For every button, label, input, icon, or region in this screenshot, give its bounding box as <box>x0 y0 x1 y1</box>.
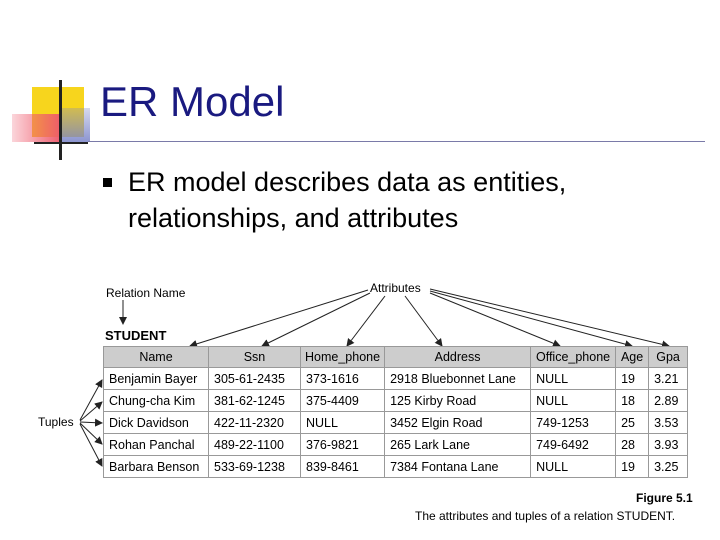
table-cell: 533-69-1238 <box>209 456 301 478</box>
column-header: Home_phone <box>301 347 385 368</box>
student-relation-table <box>103 346 688 478</box>
figure-number: Figure 5.1 <box>636 491 693 505</box>
relation-name: STUDENT <box>105 328 167 343</box>
column-header: Name <box>104 347 209 368</box>
attr-arrow-address <box>405 296 442 346</box>
table-cell: NULL <box>531 368 616 390</box>
table-cell: 3.25 <box>649 456 688 478</box>
table-cell: Chung-cha Kim <box>104 390 209 412</box>
table-cell: 375-4409 <box>301 390 385 412</box>
attr-arrow-ssn <box>262 293 370 346</box>
table-header-row <box>104 347 688 368</box>
tuple-arrow-4 <box>80 423 102 444</box>
table-cell: Benjamin Bayer <box>104 368 209 390</box>
figure-caption: The attributes and tuples of a relation STUDENT. <box>415 509 676 523</box>
column-header: Ssn <box>209 347 301 368</box>
table-cell: 25 <box>616 412 649 434</box>
table-cell: Barbara Benson <box>104 456 209 478</box>
tuples-label: Tuples <box>38 415 74 429</box>
table-row <box>104 368 688 390</box>
table-cell: 19 <box>616 456 649 478</box>
table-cell: 125 Kirby Road <box>385 390 531 412</box>
table-row <box>104 412 688 434</box>
table-cell: 3.93 <box>649 434 688 456</box>
tuple-arrow-3 <box>80 422 102 423</box>
attr-arrow-home-phone <box>347 296 385 346</box>
tuple-arrow-2 <box>80 402 102 421</box>
table-cell: 749-1253 <box>531 412 616 434</box>
tuple-arrow-5 <box>80 424 102 466</box>
table-cell: 305-61-2435 <box>209 368 301 390</box>
table-cell: 28 <box>616 434 649 456</box>
table-cell: 839-8461 <box>301 456 385 478</box>
table-cell: 381-62-1245 <box>209 390 301 412</box>
table-cell: 3452 Elgin Road <box>385 412 531 434</box>
attr-arrow-office-phone <box>430 293 560 346</box>
table-row <box>104 390 688 412</box>
table-cell: 422-11-2320 <box>209 412 301 434</box>
attributes-label: Attributes <box>370 281 421 295</box>
bullet-text: ER model describes data as entities, relationships, and attributes <box>128 167 567 233</box>
column-header: Address <box>385 347 531 368</box>
table-cell: Rohan Panchal <box>104 434 209 456</box>
column-header: Age <box>616 347 649 368</box>
table-cell: 3.21 <box>649 368 688 390</box>
table-cell: 2918 Bluebonnet Lane <box>385 368 531 390</box>
attr-arrow-gpa <box>430 289 669 346</box>
column-header: Gpa <box>649 347 688 368</box>
table-cell: NULL <box>531 456 616 478</box>
table-cell: 2.89 <box>649 390 688 412</box>
table-cell: NULL <box>301 412 385 434</box>
table-cell: 376-9821 <box>301 434 385 456</box>
table-cell: 749-6492 <box>531 434 616 456</box>
tuple-arrow-1 <box>80 380 102 420</box>
table-cell: 489-22-1100 <box>209 434 301 456</box>
table-cell: NULL <box>531 390 616 412</box>
relation-name-label: Relation Name <box>106 286 186 300</box>
table-cell: 3.53 <box>649 412 688 434</box>
table-cell: 19 <box>616 368 649 390</box>
table-cell: 7384 Fontana Lane <box>385 456 531 478</box>
table-cell: 265 Lark Lane <box>385 434 531 456</box>
column-header: Office_phone <box>531 347 616 368</box>
table-cell: Dick Davidson <box>104 412 209 434</box>
table-row <box>104 434 688 456</box>
table-cell: 373-1616 <box>301 368 385 390</box>
table-cell: 18 <box>616 390 649 412</box>
page-title: ER Model <box>100 78 285 125</box>
attr-arrow-age <box>430 291 632 346</box>
table-row <box>104 456 688 478</box>
